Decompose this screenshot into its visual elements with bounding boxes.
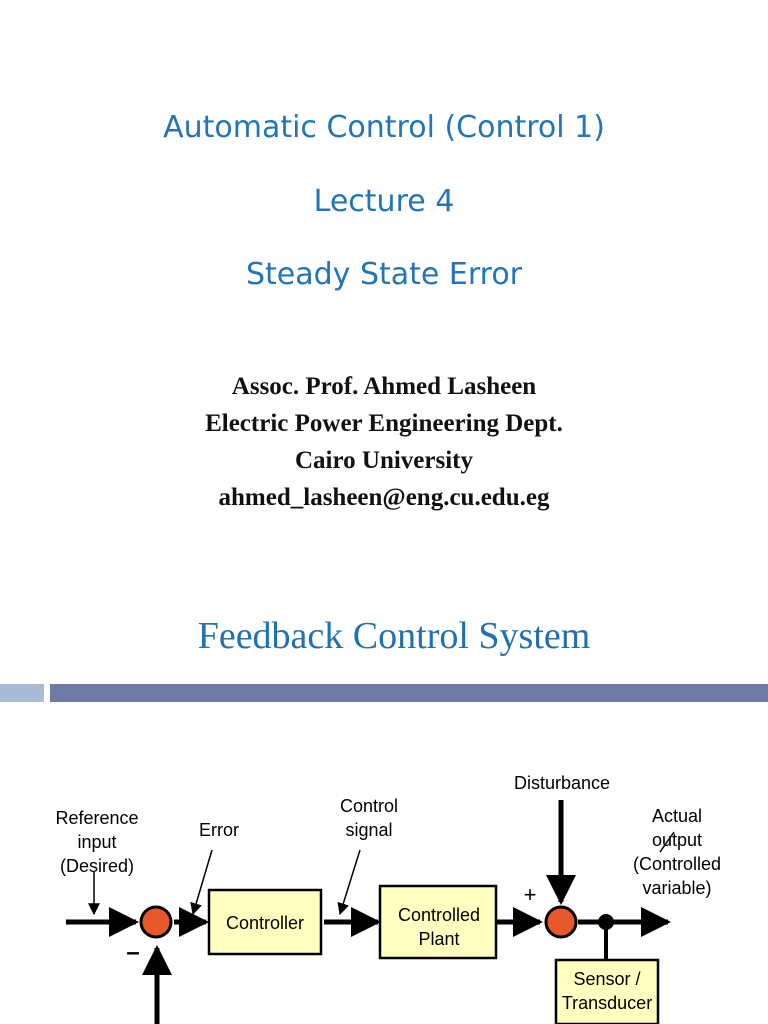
- reference-label-2: input: [77, 832, 117, 852]
- university: Cairo University: [295, 447, 473, 474]
- minus-sign: –: [126, 939, 140, 966]
- control-signal-label-1: Control: [339, 796, 399, 816]
- author-name: Assoc. Prof. Ahmed Lasheen: [231, 373, 537, 400]
- disturbance-label: Disturbance: [513, 773, 611, 793]
- plus-sign: +: [523, 882, 537, 907]
- output-label-2: output: [651, 830, 703, 850]
- sensor-label-2: Transducer: [561, 993, 653, 1013]
- reference-label-1: Reference: [55, 808, 139, 828]
- lecture-topic: Steady State Error: [245, 257, 523, 292]
- control-signal-label-2: signal: [345, 820, 393, 840]
- course-title: Automatic Control (Control 1): [163, 110, 605, 145]
- author-block: [0, 368, 768, 516]
- author-email: ahmed_lasheen@eng.cu.edu.eg: [218, 484, 550, 511]
- output-label-1: Actual: [651, 806, 703, 826]
- output-label-4: variable): [642, 878, 712, 898]
- lecture-number: Lecture 4: [313, 184, 455, 219]
- header-bar-accent: [0, 684, 44, 702]
- department: Electric Power Engineering Dept.: [205, 410, 563, 437]
- summing-junction-disturbance: [546, 907, 576, 937]
- plant-label-2: Plant: [418, 929, 460, 949]
- plant-label-1: Controlled: [397, 905, 481, 925]
- takeoff-point: [598, 914, 614, 930]
- error-label: Error: [199, 820, 239, 840]
- control-signal-pointer: [340, 850, 360, 914]
- slide-title: Feedback Control System: [197, 615, 591, 657]
- controller-label: Controller: [225, 913, 305, 933]
- feedback-block-diagram: [0, 702, 768, 1024]
- sensor-label-1: Sensor /: [573, 969, 641, 989]
- summing-junction-input: [141, 907, 171, 937]
- reference-label-3: (Desired): [59, 856, 135, 876]
- output-label-3: (Controlled: [632, 854, 722, 874]
- header-bar: [50, 684, 768, 702]
